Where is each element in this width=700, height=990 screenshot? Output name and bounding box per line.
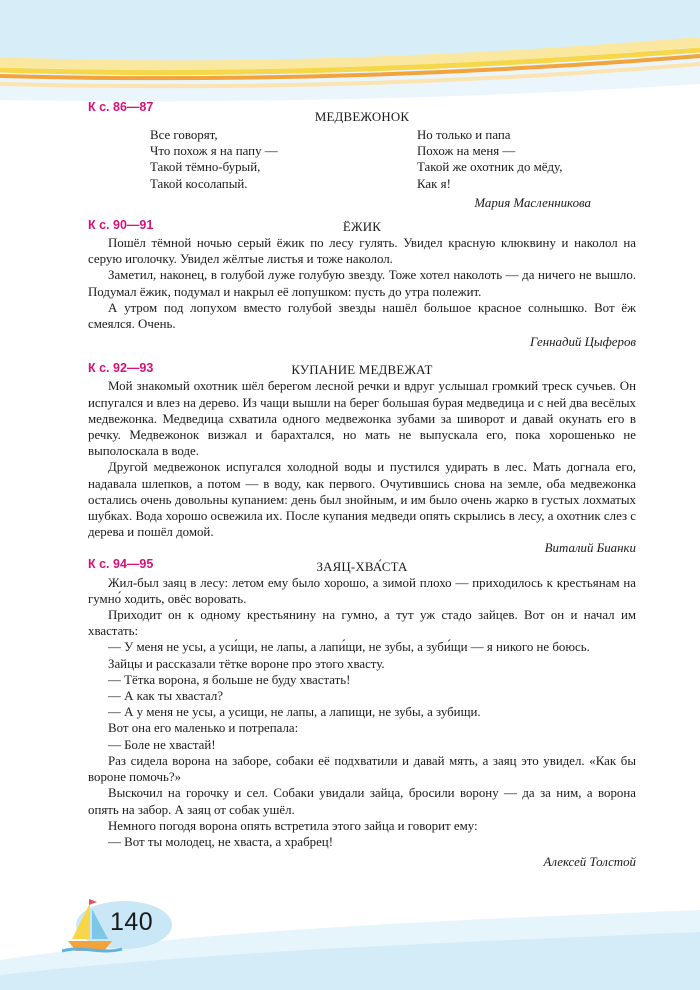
story-title: КУПАНИЕ МЕДВЕЖАТ [291,363,433,378]
poem-line: Такой же охотник до мёду, [417,160,563,175]
author: Мария Масленникова [474,196,591,210]
poem-line: Все говорят, [150,128,218,142]
paragraph: — А как ты хвастал? [108,689,224,704]
story-title: ЁЖИК [342,220,382,234]
paragraph: Зайцы и рассказали тётке вороне про этого хвасту. [108,656,385,671]
author: Алексей Толстой [543,855,636,870]
paragraph: Немного погодя ворона опять встретила этого зайца и говорит ему: [108,818,478,833]
lesson-reference: К с. 94—95 [88,556,154,571]
page-content [88,99,636,870]
poem-line: Но только и папа [417,128,511,142]
poem-line: Похож на меня — [417,144,516,159]
paragraph: — У меня не усы, а уси́щи, не лапы, а лапи́щи, не зубы, а зуби́щи — я никого не боюсь. [108,640,590,655]
poem-column-right [417,127,562,192]
paragraph: Мой знакомый охотник шёл берегом лесной речки и вдруг услышал громкий треск сучьев. Он испугался и влез на дерево. Из чащи вышли на берег большая бурая медведица и с ней два весёлых медвежонка. Медведица схватила одного медвежонка зубами за шиворот и давай окунать его в речку. Медвежонок визжал и барахтался, но мать не выпускала его, пока хорошенько не выполоскала в воде. [88,379,636,459]
paragraph: А утром под лопухом вместо голубой звезды нашёл большое красное солнышко. Вот ёж смеялся. Очень. [88,300,636,332]
poem-line: Такой тёмно-бурый, [150,160,261,175]
poem [88,127,636,217]
lesson-reference: К с. 90—91 [88,218,154,232]
paragraph: Другой медвежонок испугался холодной воды и пустился удирать в лес. Мать догнала его, надавала шлепков, а потом — в воду, как первого. Очутившись снова на земле, оба медвежонка остались очень довольны купанием: день был знойным, и им было очень жарко в густых лохматых шубках. Вода хорошо освежила их. После купания медведи опять скрылись в лесу, а охотник слез с дерева и пошёл домой. [88,460,636,540]
paragraph: Жил-был заяц в лесу: летом ему было хорошо, а зимой плохо — приходилось к крестьянам на гумно́ ходить, овёс воровать. [88,575,636,606]
paragraph: — А у меня не усы, а усищи, не лапы, а лапищи, не зубы, а зубищи. [108,705,481,720]
lesson-reference: К с. 86—87 [88,100,154,114]
header-decoration [0,0,700,110]
poem-line: Как я! [417,176,451,191]
story-title: ЗАЯЦ-ХВА́СТА [316,559,408,574]
poem-title: МЕДВЕЖОНОК [314,110,410,124]
poem-line: Что похож я на папу — [150,144,278,159]
paragraph: Заметил, наконец, в голубой луже голубую звезду. Тоже хотел наколоть — да ничего не вышло. Подумал ёжик, подумал и накрыл её лопушком: пусть до утра полежит. [88,268,636,299]
paragraph: Раз сидела ворона на заборе, собаки её подхватили и давай мять, а заяц это увидел. «Как бы вороне помочь?» [88,753,636,785]
paragraph: Пошёл тёмной ночью серый ёжик по лесу гулять. Увидел красную клюквину и наколол на серую иголочку. Увидел жёлтые листья и тоже наколол. [88,236,636,267]
poem-column-left [150,127,278,192]
paragraph: Выскочил на горочку и сел. Собаки увидали зайца, бросили ворону — да за ним, а ворона опять на забор. А заяц от собак ушёл. [88,786,636,817]
author: Виталий Бианки [544,541,636,556]
paragraph: — Вот ты молодец, не хваста, а храбрец! [108,834,334,849]
lesson-reference: К с. 92—93 [88,361,154,376]
paragraph: Вот она его маленько и потрепала: [108,721,299,736]
paragraph: — Боле не хвастай! [108,737,216,752]
paragraph: Приходит он к одному крестьянину на гумно, а тут уж стадо зайцев. Вот он и начал им хвастать: [88,608,636,639]
paragraph: — Тётка ворона, я больше не буду хвастать! [108,672,351,687]
author: Геннадий Цыферов [530,335,636,350]
page-number: 140 [110,908,154,936]
poem-line: Такой косолапый. [150,176,248,191]
